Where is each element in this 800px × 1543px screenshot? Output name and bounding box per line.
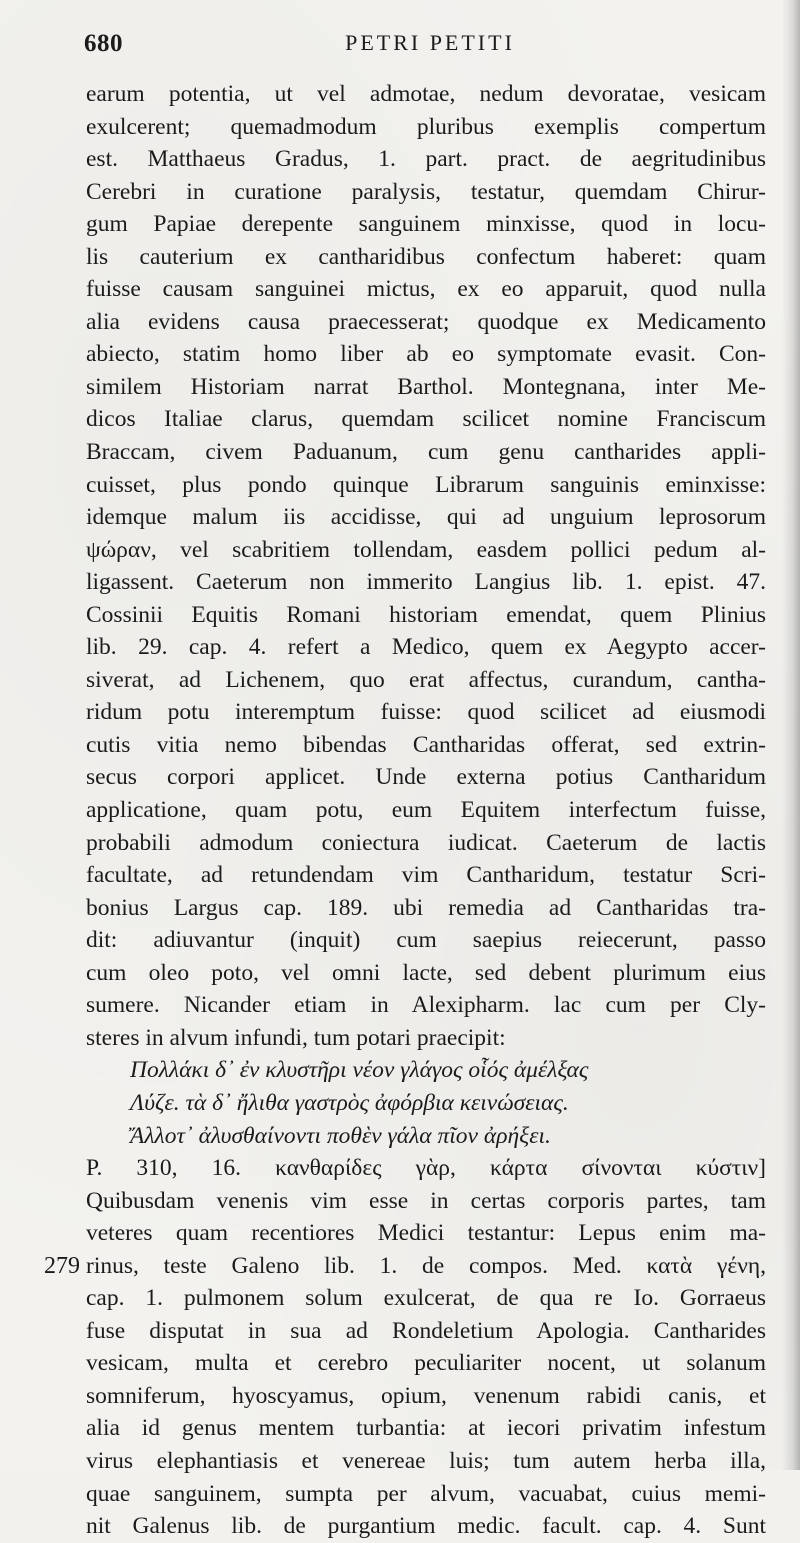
text-line: similem Historiam narrat Barthol. Montegnana, inter Me- <box>86 373 766 400</box>
text-line: cutis vitia nemo bibendas Cantharidas offerat, sed extrin- <box>86 731 766 758</box>
text-line: bonius Largus cap. 189. ubi remedia ad Cantharidas tra- <box>86 894 766 921</box>
text-line: rinus, teste Galeno lib. 1. de compos. Med. κατὰ γένη, <box>86 1252 766 1279</box>
text-line: alia evidens causa praecesserat; quodque ex Medicamento <box>86 308 766 335</box>
text-line: cum oleo poto, vel omni lacte, sed debent plurimum eius <box>86 959 766 986</box>
text-line: earum potentia, ut vel admotae, nedum devoratae, vesicam <box>86 81 766 107</box>
text-line: siverat, ad Lichenem, quo erat affectus, curandum, cantha- <box>86 666 766 693</box>
text-line: ridum potu interemptum fuisse: quod scilicet ad eiusmodi <box>86 699 766 726</box>
main-paragraph <box>86 78 766 1054</box>
text-line: Quibusdam venenis vim esse in certas corporis partes, tam <box>86 1187 766 1214</box>
text-line: nit Galenus lib. de purgantium medic. facult. cap. 4. Sunt <box>86 1513 766 1540</box>
text-line: quae sanguinem, sumpta per alvum, vacuabat, cuius memi- <box>86 1480 766 1507</box>
text-line: veteres quam recentiores Medici testantur: Lepus enim ma- <box>86 1220 766 1247</box>
text-line: facultate, ad retundendam vim Cantharidum, testatur Scri- <box>86 862 766 889</box>
text-line: abiecto, statim homo liber ab eo symptomate evasit. Con- <box>86 341 766 368</box>
greek-quotation <box>86 1054 766 1152</box>
text-line: ligassent. Caeterum non immerito Langius lib. 1. epist. 47. <box>86 569 766 596</box>
text-line: cap. 1. pulmonem solum exulcerat, de qua re Io. Gorraeus <box>86 1285 766 1312</box>
text-line: applicatione, quam potu, eum Equitem interfectum fuisse, <box>86 797 766 824</box>
margin-reference-number: 279 <box>44 1253 80 1279</box>
text-line: fuisse causam sanguinei mictus, ex eo apparuit, quod nulla <box>86 276 766 303</box>
running-head: PETRI PETITI <box>345 30 515 55</box>
body-text <box>86 78 766 1543</box>
text-line: probabili admodum coniectura iudicat. Caeterum de lactis <box>86 829 766 856</box>
text-line: idemque malum iis accidisse, qui ad unguium leprosorum <box>86 504 766 531</box>
text-line: exulcerent; quemadmodum pluribus exemplis compertum <box>86 113 766 140</box>
page-header <box>0 26 800 66</box>
text-line: Cerebri in curatione paralysis, testatur, quemdam Chirur- <box>86 178 766 205</box>
text-line: P. 310, 16. κανθαρίδες γὰρ, κάρτα σίνονται κύστιν] <box>86 1155 766 1182</box>
text-line: dicos Italiae clarus, quemdam scilicet nomine Franciscum <box>86 406 766 433</box>
text-line: virus elephantiasis et venereae luis; tum autem herba illa, <box>86 1447 766 1474</box>
text-line: cuisset, plus pondo quinque Librarum sanguinis eminxisse: <box>86 471 766 498</box>
text-line: vesicam, multa et cerebro peculiariter nocent, ut solanum <box>86 1350 766 1377</box>
text-line: Cossinii Equitis Romani historiam emendat, quem Plinius <box>86 601 766 628</box>
text-line: Λύζε. τὰ δ᾽ ἤλιθα γαστρὸς ἀφόρβια κεινώσειας. <box>130 1089 569 1116</box>
text-line: lis cauterium ex cantharidibus confectum haberet: quam <box>86 243 766 270</box>
text-line: Ἄλλοτ᾽ ἀλυσθαίνοντι ποθὲν γάλα πῖον ἀρήξει. <box>130 1122 551 1149</box>
text-line: secus corpori applicet. Unde externa potius Cantharidum <box>86 764 766 791</box>
note-paragraph <box>86 1152 766 1543</box>
text-line: est. Matthaeus Gradus, 1. part. pract. de aegritudinibus <box>86 146 766 173</box>
text-line: Πολλάκι δ᾽ ἐν κλυστῆρι νέον γλάγος οἷός ἀμέλξας <box>130 1057 589 1084</box>
text-line: somniferum, hyoscyamus, opium, venenum rabidi canis, et <box>86 1382 766 1409</box>
text-line: steres in alvum infundi, tum potari praecipit: <box>86 1024 506 1051</box>
text-line: dit: adiuvantur (inquit) cum saepius reiecerunt, passo <box>86 927 766 954</box>
text-line: alia id genus mentem turbantia: at iecori privatim infestum <box>86 1415 766 1442</box>
text-line: sumere. Nicander etiam in Alexipharm. lac cum per Cly- <box>86 992 766 1019</box>
text-line: Braccam, civem Paduanum, cum genu cantharides appli- <box>86 439 766 466</box>
text-line: fuse disputat in sua ad Rondeletium Apologia. Cantharides <box>86 1317 766 1344</box>
page-edge-shadow <box>782 0 800 1470</box>
text-line: lib. 29. cap. 4. refert a Medico, quem ex Aegypto accer- <box>86 634 766 661</box>
text-line: gum Papiae derepente sanguinem minxisse, quod in locu- <box>86 211 766 238</box>
text-line: ψώραν, vel scabritiem tollendam, easdem pollici pedum al- <box>86 536 766 563</box>
page-number: 680 <box>84 30 123 57</box>
